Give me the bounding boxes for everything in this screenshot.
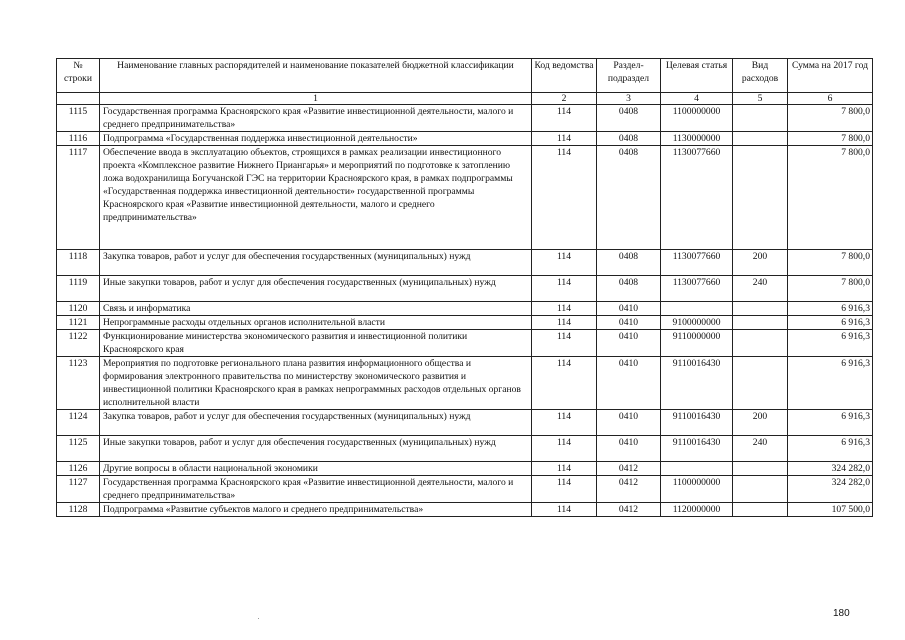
- row-name-cell: Подпрограмма «Государственная поддержка инвестиционной деятельности»: [100, 132, 532, 146]
- header-section: Раздел-подраздел: [597, 59, 661, 93]
- header-dept-code: Код ведомства: [532, 59, 597, 93]
- table-row: [57, 316, 873, 330]
- column-index: 5: [733, 93, 788, 105]
- row-sum-cell: 6 916,3: [788, 330, 873, 357]
- row-name-cell: Иные закупки товаров, работ и услуг для обеспечения государственных (муниципальных) нужд: [100, 276, 532, 302]
- row-type-cell: 240: [733, 436, 788, 462]
- row-section-cell: 0408: [597, 250, 661, 276]
- row-number-cell: 1121: [57, 316, 100, 330]
- row-type-cell: [733, 462, 788, 476]
- table-row: [57, 132, 873, 146]
- row-target-cell: 1130077660: [661, 250, 733, 276]
- row-dept-cell: 114: [532, 476, 597, 503]
- row-section-cell: 0410: [597, 410, 661, 436]
- table-row: [57, 462, 873, 476]
- scan-speck: [258, 618, 259, 619]
- row-sum-cell: 324 282,0: [788, 462, 873, 476]
- row-dept-cell: 114: [532, 276, 597, 302]
- row-number-cell: 1128: [57, 503, 100, 517]
- row-name-cell: Подпрограмма «Развитие субъектов малого и среднего предпринимательства»: [100, 503, 532, 517]
- row-dept-cell: 114: [532, 146, 597, 250]
- column-index-row: [57, 93, 873, 105]
- row-section-cell: 0412: [597, 503, 661, 517]
- row-name-cell: Государственная программа Красноярского края «Развитие инвестиционной деятельности, малого и среднего предпринимательства»: [100, 105, 532, 132]
- row-target-cell: 1130000000: [661, 132, 733, 146]
- row-dept-cell: 114: [532, 330, 597, 357]
- row-target-cell: 9110016430: [661, 436, 733, 462]
- header-name: Наименование главных распорядителей и наименование показателей бюджетной классификации: [100, 59, 532, 93]
- header-target-article: Целевая статья: [661, 59, 733, 93]
- row-type-cell: [733, 132, 788, 146]
- row-number-cell: 1124: [57, 410, 100, 436]
- column-index: 1: [100, 93, 532, 105]
- row-target-cell: 9100000000: [661, 316, 733, 330]
- budget-table-sheet: [56, 58, 872, 517]
- row-number-cell: 1126: [57, 462, 100, 476]
- table-row: [57, 276, 873, 302]
- row-number-cell: 1127: [57, 476, 100, 503]
- row-target-cell: 1130077660: [661, 146, 733, 250]
- row-target-cell: [661, 302, 733, 316]
- row-section-cell: 0408: [597, 105, 661, 132]
- header-expense-type: Вид расходов: [733, 59, 788, 93]
- row-sum-cell: 6 916,3: [788, 302, 873, 316]
- row-section-cell: 0412: [597, 462, 661, 476]
- column-index: 4: [661, 93, 733, 105]
- table-header-row: [57, 59, 873, 93]
- column-index: [57, 93, 100, 105]
- row-type-cell: 240: [733, 276, 788, 302]
- row-section-cell: 0412: [597, 476, 661, 503]
- header-sum: Сумма на 2017 год: [788, 59, 873, 93]
- row-target-cell: 1100000000: [661, 105, 733, 132]
- table-row: [57, 436, 873, 462]
- row-name-cell: Непрограммные расходы отдельных органов исполнительной власти: [100, 316, 532, 330]
- row-target-cell: 9110016430: [661, 410, 733, 436]
- row-dept-cell: 114: [532, 302, 597, 316]
- row-sum-cell: 7 800,0: [788, 132, 873, 146]
- row-name-cell: Закупка товаров, работ и услуг для обеспечения государственных (муниципальных) нужд: [100, 250, 532, 276]
- row-dept-cell: 114: [532, 105, 597, 132]
- row-number-cell: 1119: [57, 276, 100, 302]
- table-row: [57, 330, 873, 357]
- row-number-cell: 1115: [57, 105, 100, 132]
- row-sum-cell: 324 282,0: [788, 476, 873, 503]
- row-type-cell: [733, 146, 788, 250]
- table-row: [57, 357, 873, 410]
- column-index: 3: [597, 93, 661, 105]
- table-row: [57, 302, 873, 316]
- row-target-cell: 1100000000: [661, 476, 733, 503]
- row-section-cell: 0408: [597, 132, 661, 146]
- row-name-cell: Обеспечение ввода в эксплуатацию объектов, строящихся в рамках реализации инвестиционного проекта «Комплексное развитие Нижнего Приангарья» и мероприятий по подготовке к затоплению ложа водохранилища Богучанской ГЭС на территории Красноярского края, в рамках подпрограммы «Государственная поддержка инвестиционной деятельности» государственной программы Красноярского края «Развитие инвестиционной деятельности, малого и среднего предпринимательства»: [100, 146, 532, 250]
- table-row: [57, 146, 873, 250]
- row-number-cell: 1120: [57, 302, 100, 316]
- row-target-cell: 1130077660: [661, 276, 733, 302]
- row-target-cell: 9110000000: [661, 330, 733, 357]
- row-section-cell: 0410: [597, 316, 661, 330]
- row-name-cell: Другие вопросы в области национальной экономики: [100, 462, 532, 476]
- row-name-cell: Функционирование министерства экономического развития и инвестиционной политики Красноярского края: [100, 330, 532, 357]
- row-number-cell: 1117: [57, 146, 100, 250]
- row-name-cell: Связь и информатика: [100, 302, 532, 316]
- row-number-cell: 1123: [57, 357, 100, 410]
- row-dept-cell: 114: [532, 316, 597, 330]
- row-dept-cell: 114: [532, 503, 597, 517]
- row-dept-cell: 114: [532, 250, 597, 276]
- row-section-cell: 0410: [597, 436, 661, 462]
- row-sum-cell: 7 800,0: [788, 250, 873, 276]
- row-section-cell: 0408: [597, 146, 661, 250]
- row-type-cell: [733, 357, 788, 410]
- table-row: [57, 250, 873, 276]
- row-name-cell: Закупка товаров, работ и услуг для обеспечения государственных (муниципальных) нужд: [100, 410, 532, 436]
- header-row-number: № строки: [57, 59, 100, 93]
- row-type-cell: [733, 316, 788, 330]
- row-section-cell: 0410: [597, 357, 661, 410]
- row-sum-cell: 7 800,0: [788, 105, 873, 132]
- table-row: [57, 410, 873, 436]
- row-target-cell: 9110016430: [661, 357, 733, 410]
- row-name-cell: Государственная программа Красноярского края «Развитие инвестиционной деятельности, малого и среднего предпринимательства»: [100, 476, 532, 503]
- row-sum-cell: 7 800,0: [788, 146, 873, 250]
- row-sum-cell: 6 916,3: [788, 410, 873, 436]
- row-dept-cell: 114: [532, 462, 597, 476]
- row-target-cell: [661, 462, 733, 476]
- budget-table: [56, 58, 873, 517]
- row-number-cell: 1118: [57, 250, 100, 276]
- row-type-cell: 200: [733, 410, 788, 436]
- row-number-cell: 1122: [57, 330, 100, 357]
- row-section-cell: 0408: [597, 276, 661, 302]
- row-section-cell: 0410: [597, 302, 661, 316]
- table-body: [57, 105, 873, 517]
- row-sum-cell: 107 500,0: [788, 503, 873, 517]
- row-type-cell: [733, 503, 788, 517]
- row-sum-cell: 6 916,3: [788, 357, 873, 410]
- row-type-cell: 200: [733, 250, 788, 276]
- column-index: 6: [788, 93, 873, 105]
- row-type-cell: [733, 105, 788, 132]
- row-target-cell: 1120000000: [661, 503, 733, 517]
- row-dept-cell: 114: [532, 357, 597, 410]
- row-sum-cell: 6 916,3: [788, 316, 873, 330]
- row-type-cell: [733, 330, 788, 357]
- row-sum-cell: 6 916,3: [788, 436, 873, 462]
- table-row: [57, 105, 873, 132]
- column-index: 2: [532, 93, 597, 105]
- row-name-cell: Иные закупки товаров, работ и услуг для обеспечения государственных (муниципальных) нужд: [100, 436, 532, 462]
- row-section-cell: 0410: [597, 330, 661, 357]
- table-row: [57, 476, 873, 503]
- table-row: [57, 503, 873, 517]
- page-number: 180: [833, 608, 850, 619]
- row-dept-cell: 114: [532, 436, 597, 462]
- row-name-cell: Мероприятия по подготовке регионального плана развития информационного общества и формирования электронного правительства по министерству экономического развития и инвестиционной политики Красноярского края в рамках непрограммных расходов отдельных органов исполнительной власти: [100, 357, 532, 410]
- row-number-cell: 1116: [57, 132, 100, 146]
- row-type-cell: [733, 476, 788, 503]
- row-dept-cell: 114: [532, 132, 597, 146]
- row-sum-cell: 7 800,0: [788, 276, 873, 302]
- row-type-cell: [733, 302, 788, 316]
- row-dept-cell: 114: [532, 410, 597, 436]
- row-number-cell: 1125: [57, 436, 100, 462]
